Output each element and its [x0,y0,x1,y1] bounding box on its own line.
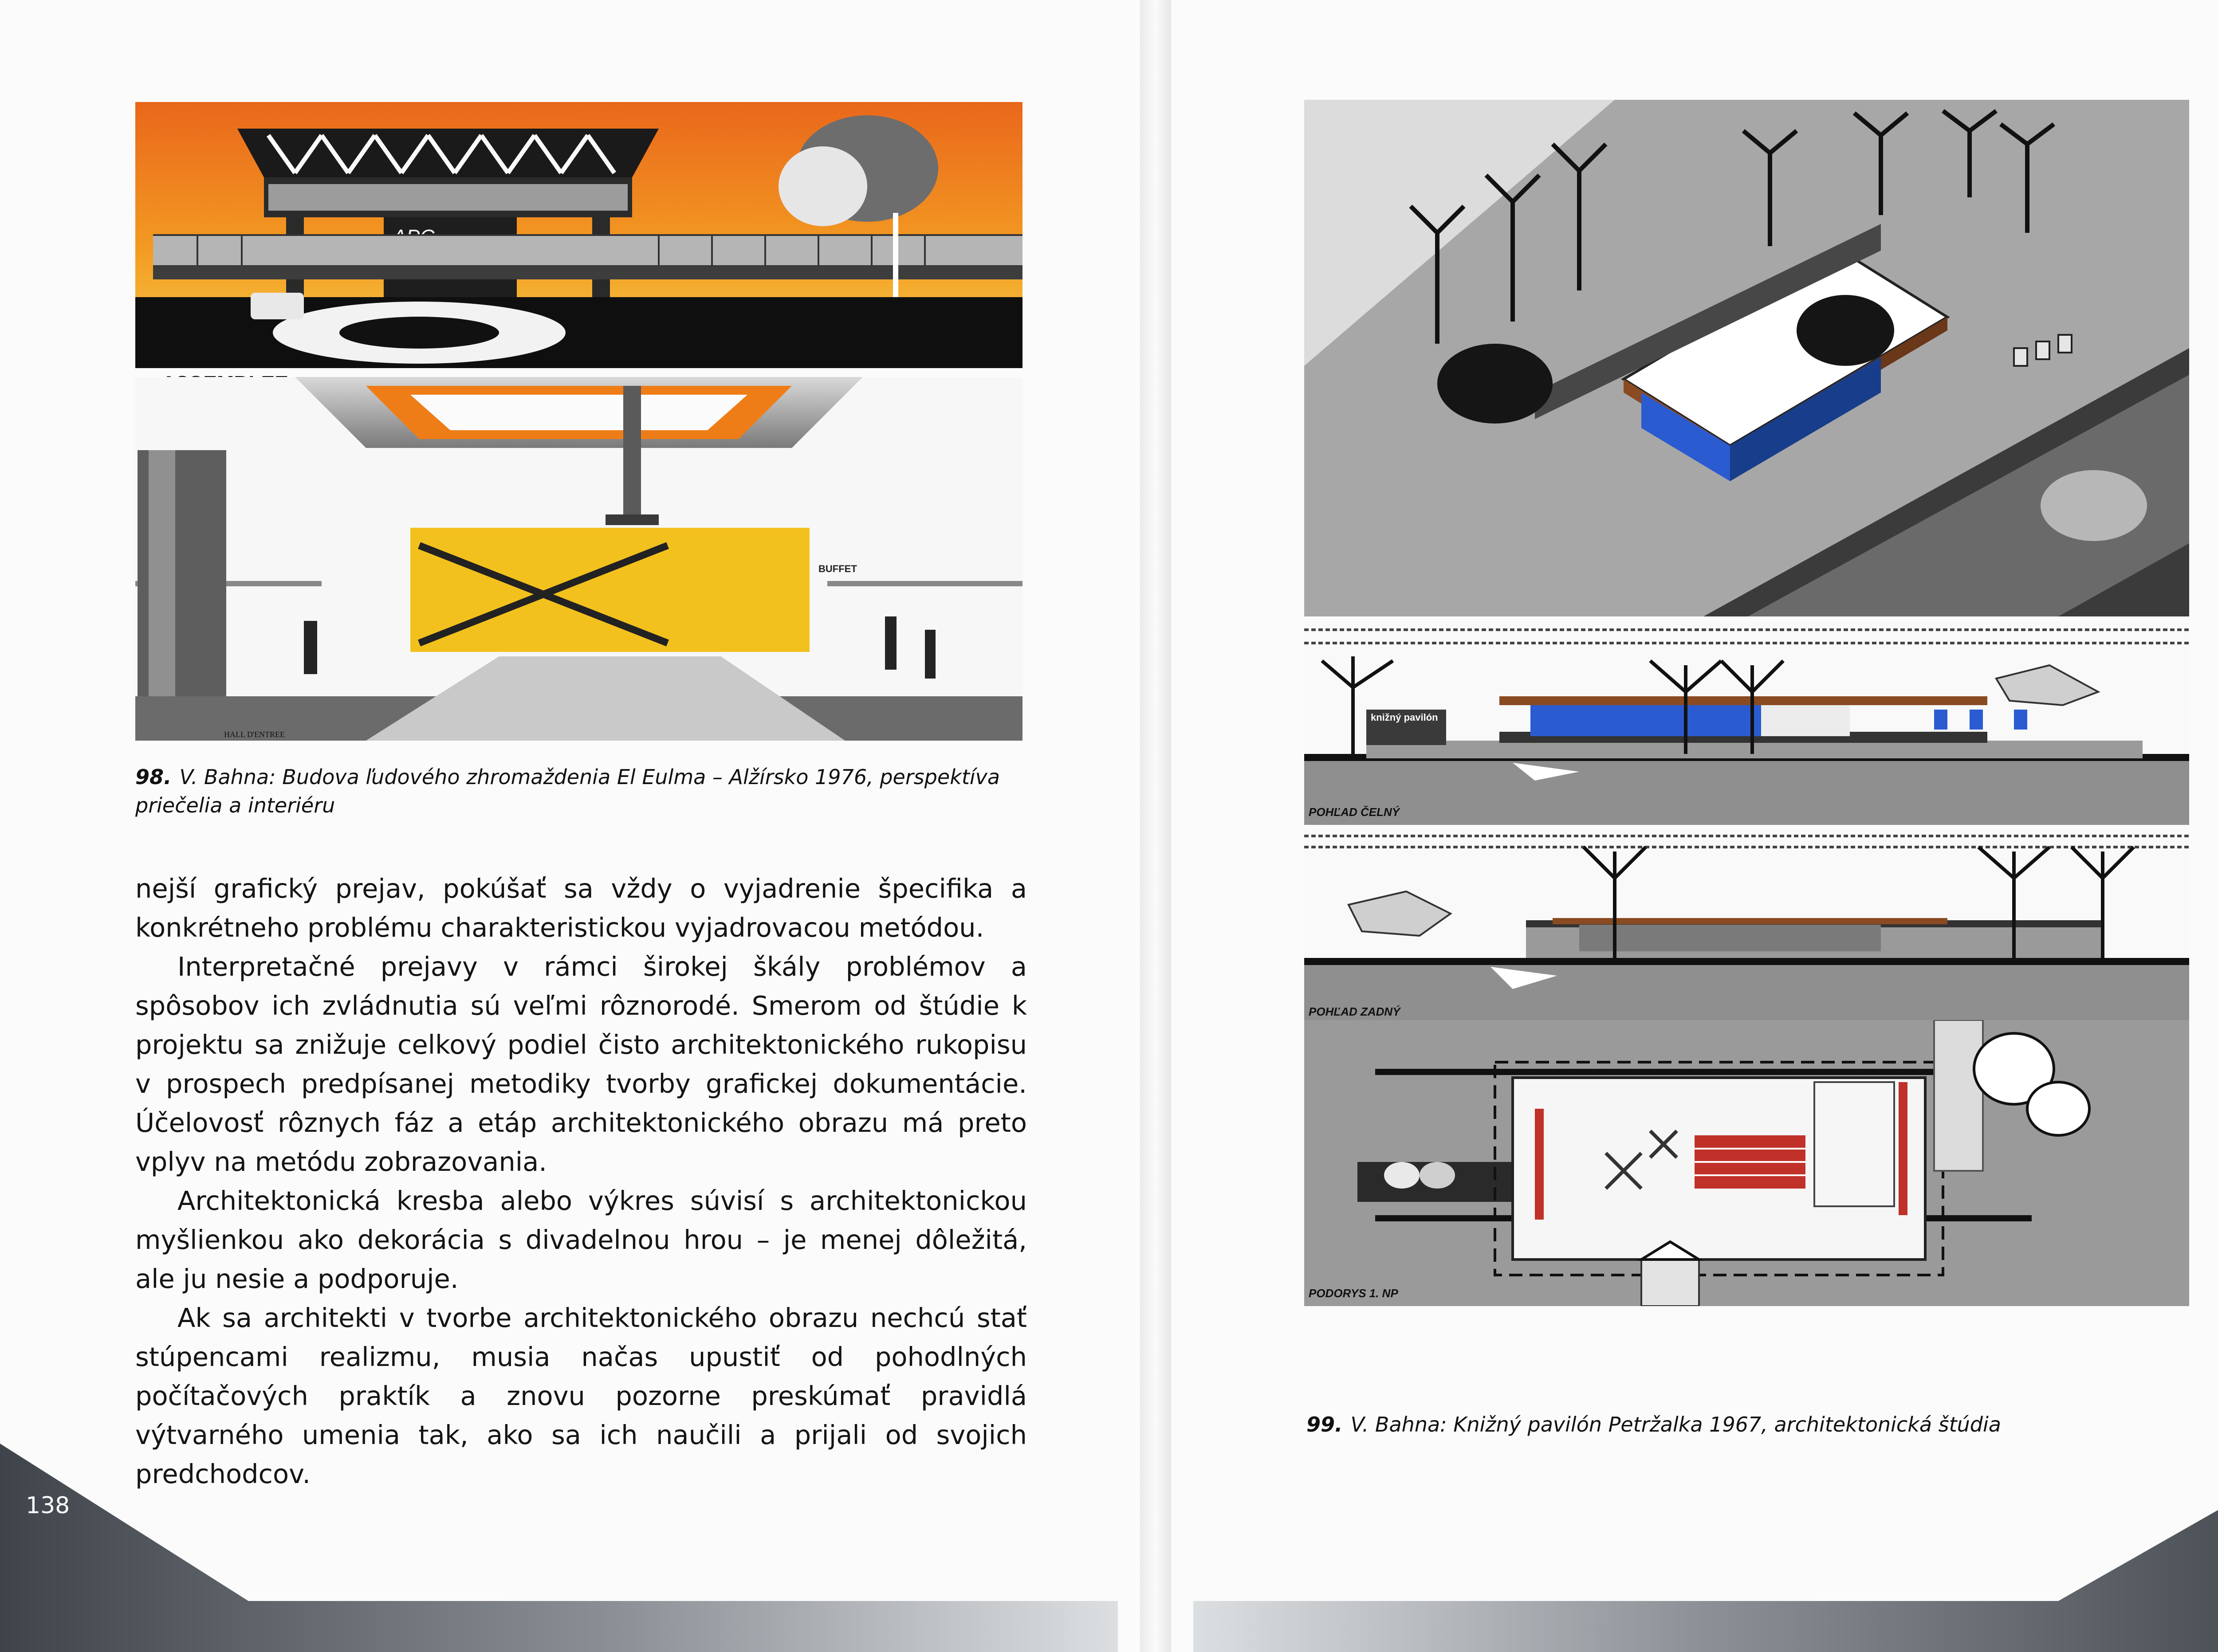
front-elevation-drawing [1304,621,2189,825]
paragraph-3: Architektonická kresba alebo výkres súvisí s architektonickou myšlienkou ako dekorácia s divadelnou hrou – je menej dôležitá, ale ju nesie a podporuje. [135,1185,1027,1294]
figure-98-perspective [135,102,1022,741]
paragraph-2: Interpretačné prejavy v rámci širokej škály problémov a spôsobov ich zvládnutia sú veľmi rôznorodé. Smerom od štúdie k projektu sa znižuje celkový podiel čisto architektonického rukopisu v prospech predpísanej metodiky tvorby grafickej dokumentácie. Účelovosť rôznych fáz a etáp architektonického obrazu má preto vplyv na metódu zobrazovania. [135,951,1027,1177]
paragraph-4: Ak sa architekti v tvorbe architektonického obrazu nechcú stať stúpencami realizmu, musia načas upustiť od pohodlných počítačových praktík a znovu pozorne preskúmať pravidlá výtvarného umenia tak, ako sa ich naučili a prijali od svojich predchodcov. [135,1303,1027,1489]
plan-label: PODORYS 1. NP [1309,1287,1398,1300]
caption-98-text: V. Bahna: Budova ľudového zhromaždenia El Eulma – Alžírsko 1976, perspektíva priečelia a interiéru [135,765,1000,817]
figure-99-isometric [1304,100,2189,616]
pavilion-sign: knižný pavilón [1371,712,1438,723]
isometric-drawing [1304,100,2189,616]
book-gutter [1140,0,1171,1652]
figure-99-rear-elevation [1304,829,2189,1020]
paragraph-1: nejší grafický prejav, pokúšať sa vždy o vyjadrenie špecifika a konkrétneho problému charakteristickou vyjadrovacou metódou. [135,873,1027,943]
caption-99-text: V. Bahna: Knižný pavilón Petržalka 1967, architektonická štúdia [1350,1413,2001,1436]
rear-view-label: POHĽAD ZADNÝ [1309,1005,1400,1018]
body-text [135,869,1027,1494]
left-footer-band [0,1444,1140,1652]
right-page [1171,0,2218,1652]
caption-98-number: 98. [135,765,172,789]
rear-elevation-drawing [1304,829,2189,1020]
caption-99 [1306,1410,2194,1439]
right-footer-band [1171,1444,2218,1652]
floor-plan-drawing [1304,1020,2189,1306]
caption-98 [135,763,1031,820]
buffet-sign: BUFFET [818,563,857,574]
figure-98-drawing [135,102,1022,741]
figure-99-floor-plan [1304,1020,2189,1306]
caption-99-number: 99. [1306,1413,1343,1436]
figure-99-front-elevation [1304,621,2189,825]
hall-label: HALL D'ENTREE [224,730,285,739]
front-view-label: POHĽAD ČELNÝ [1309,805,1400,819]
page-number-left: 138 [26,1492,70,1519]
